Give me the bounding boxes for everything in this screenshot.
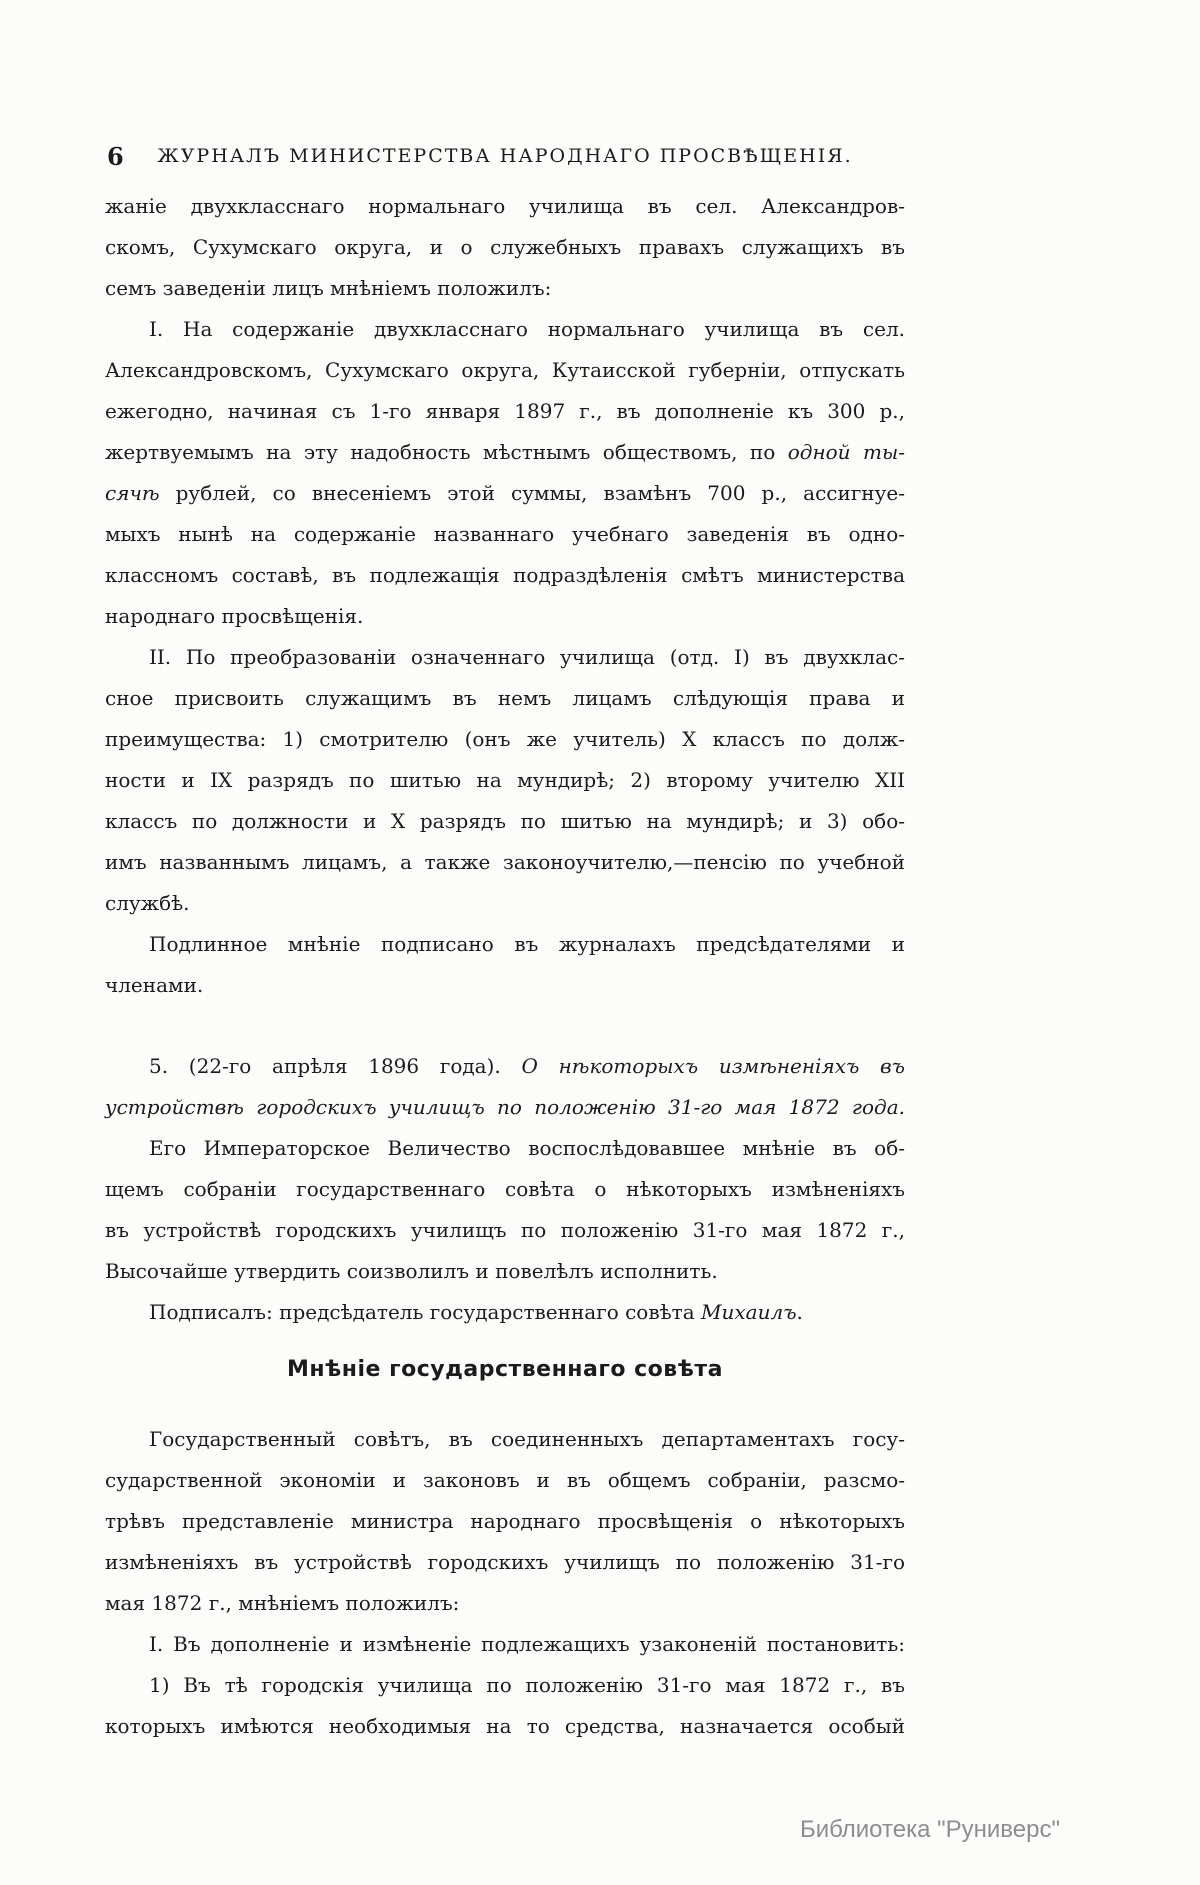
- text-segment: Высочайше утвердить соизволилъ и повелѣлъ исполнить.: [105, 1259, 718, 1283]
- text-segment: I. На содержаніе двухкласснаго нормальнаго училища въ сел.: [149, 317, 905, 341]
- section-heading: Мнѣніе государственнаго совѣта: [287, 1357, 723, 1382]
- text-line: [105, 1292, 905, 1333]
- paragraph: [105, 1128, 905, 1292]
- page-number: 6: [107, 142, 124, 171]
- italic-text-segment: О нѣкоторыхъ измѣненіяхъ въ: [521, 1054, 906, 1078]
- text-line: [105, 1128, 905, 1169]
- text-segment: семъ заведеніи лицъ мнѣніемъ положилъ:: [105, 276, 552, 300]
- text-segment: сное присвоить служащимъ въ немъ лицамъ слѣдующія права и: [105, 686, 905, 710]
- text-segment: преимущества: 1) смотрителю (онъ же учитель) X классъ по долж-: [105, 727, 905, 751]
- running-head: [105, 142, 905, 172]
- text-segment: народнаго просвѣщенія.: [105, 604, 364, 628]
- text-line: [105, 1542, 905, 1583]
- text-line: [105, 227, 905, 268]
- text-segment: щемъ собраніи государственнаго совѣта о нѣкоторыхъ измѣненіяхъ: [105, 1177, 905, 1201]
- text-segment: Государственный совѣтъ, въ соединенныхъ департаментахъ госу-: [149, 1427, 905, 1451]
- text-line: [105, 719, 905, 760]
- paragraph: [105, 924, 905, 1006]
- text-line: [105, 1665, 905, 1706]
- text-segment: ности и IX разрядъ по шитью на мундирѣ; 2) второму учителю XII: [105, 768, 905, 792]
- text-segment: службѣ.: [105, 891, 190, 915]
- text-segment: жертвуемымъ на эту надобность мѣстнымъ обществомъ, по: [105, 440, 788, 464]
- paragraph: [105, 637, 905, 924]
- journal-running-title: ЖУРНАЛЪ МИНИСТЕРСТВА НАРОДНАГО ПРОСВѢЩЕНІЯ.: [157, 145, 853, 167]
- body-text-before-heading: [105, 186, 905, 1333]
- text-line: [105, 473, 905, 514]
- paragraph: [105, 1665, 905, 1747]
- text-line: [105, 842, 905, 883]
- paragraph: [105, 1624, 905, 1665]
- text-segment: рублей, со внесеніемъ этой суммы, взамѣнъ 700 р., ассигнуе-: [159, 481, 905, 505]
- text-line: [105, 924, 905, 965]
- text-segment: измѣненіяхъ въ устройствѣ городскихъ училищъ по положенію 31-го: [105, 1550, 905, 1574]
- text-line: [105, 1706, 905, 1747]
- text-segment: .: [796, 1300, 803, 1324]
- text-segment: которыхъ имѣются необходимыя на то средства, назначается особый: [105, 1714, 905, 1738]
- text-line: [105, 637, 905, 678]
- text-segment: Его Императорское Величество воспослѣдовавшее мнѣніе въ об-: [149, 1136, 905, 1160]
- text-line: [105, 514, 905, 555]
- text-segment: классномъ составѣ, въ подлежащія подраздѣленія смѣтъ министерства: [105, 563, 905, 587]
- text-line: [105, 678, 905, 719]
- text-line: [105, 596, 905, 637]
- text-line: [105, 1087, 905, 1128]
- italic-text-segment: сячѣ: [105, 481, 160, 505]
- text-segment: членами.: [105, 973, 204, 997]
- text-line: [105, 186, 905, 227]
- text-line: [105, 391, 905, 432]
- text-line: [105, 1501, 905, 1542]
- text-segment: I. Въ дополненіе и измѣненіе подлежащихъ узаконеній постановить:: [149, 1632, 905, 1656]
- text-line: [105, 555, 905, 596]
- text-segment: II. По преобразованіи означеннаго училища (отд. I) въ двухклас-: [149, 645, 905, 669]
- text-segment: жаніе двухкласснаго нормальнаго училища въ сел. Александров-: [105, 194, 905, 218]
- text-segment: 5. (22-го апрѣля 1896 года).: [149, 1054, 522, 1078]
- text-segment: мыхъ нынѣ на содержаніе названнаго учебнаго заведенія въ одно-: [105, 522, 905, 546]
- text-line: [105, 883, 905, 924]
- text-line: [105, 801, 905, 842]
- paragraph: [105, 1419, 905, 1624]
- italic-text-segment: одной ты-: [787, 440, 905, 464]
- text-line: [105, 1583, 905, 1624]
- text-segment: Александровскомъ, Сухумскаго округа, Кутаисской губерніи, отпускать: [105, 358, 905, 382]
- text-line: [105, 1460, 905, 1501]
- text-segment: ежегодно, начиная съ 1-го января 1897 г., въ дополненіе къ 300 р.,: [105, 399, 905, 423]
- paragraph: [105, 1292, 905, 1333]
- text-line: [105, 760, 905, 801]
- text-line: [105, 1210, 905, 1251]
- text-segment: классъ по должности и X разрядъ по шитью на мундирѣ; и 3) обо-: [105, 809, 905, 833]
- text-segment: имъ названнымъ лицамъ, а также законоучителю,—пенсію по учебной: [105, 850, 905, 874]
- text-segment: сударственной экономіи и законовъ и въ общемъ собраніи, разсмо-: [105, 1468, 905, 1492]
- text-line: [105, 268, 905, 309]
- text-line: [105, 1419, 905, 1460]
- text-line: [105, 309, 905, 350]
- text-line: [105, 1046, 905, 1087]
- text-line: [105, 1624, 905, 1665]
- text-segment: мая 1872 г., мнѣніемъ положилъ:: [105, 1591, 460, 1615]
- text-segment: 1) Въ тѣ городскія училища по положенію 31-го мая 1872 г., въ: [149, 1673, 905, 1697]
- body-text-after-heading: [105, 1419, 905, 1747]
- library-watermark: Библиотека "Руниверс": [799, 1816, 1060, 1843]
- italic-text-segment: Михаилъ: [701, 1300, 797, 1324]
- text-column: [105, 186, 905, 1747]
- text-segment: скомъ, Сухумскаго округа, и о служебныхъ правахъ служащихъ въ: [105, 235, 905, 259]
- paragraph: [105, 186, 905, 309]
- text-segment: въ устройствѣ городскихъ училищъ по положенію 31-го мая 1872 г.,: [105, 1218, 905, 1242]
- text-line: [105, 432, 905, 473]
- text-segment: Подписалъ: предсѣдатель государственнаго совѣта: [149, 1300, 702, 1324]
- text-line: [105, 1169, 905, 1210]
- text-line: [105, 1251, 905, 1292]
- text-segment: Подлинное мнѣніе подписано въ журналахъ предсѣдателями и: [149, 932, 905, 956]
- paragraph: [105, 1046, 905, 1128]
- text-line: [105, 350, 905, 391]
- text-segment: трѣвъ представленіе министра народнаго просвѣщенія о нѣкоторыхъ: [105, 1509, 905, 1533]
- italic-text-segment: устройствѣ городскихъ училищъ по положенію 31-го мая 1872 года.: [105, 1095, 905, 1119]
- paragraph: [105, 309, 905, 637]
- text-line: [105, 965, 905, 1006]
